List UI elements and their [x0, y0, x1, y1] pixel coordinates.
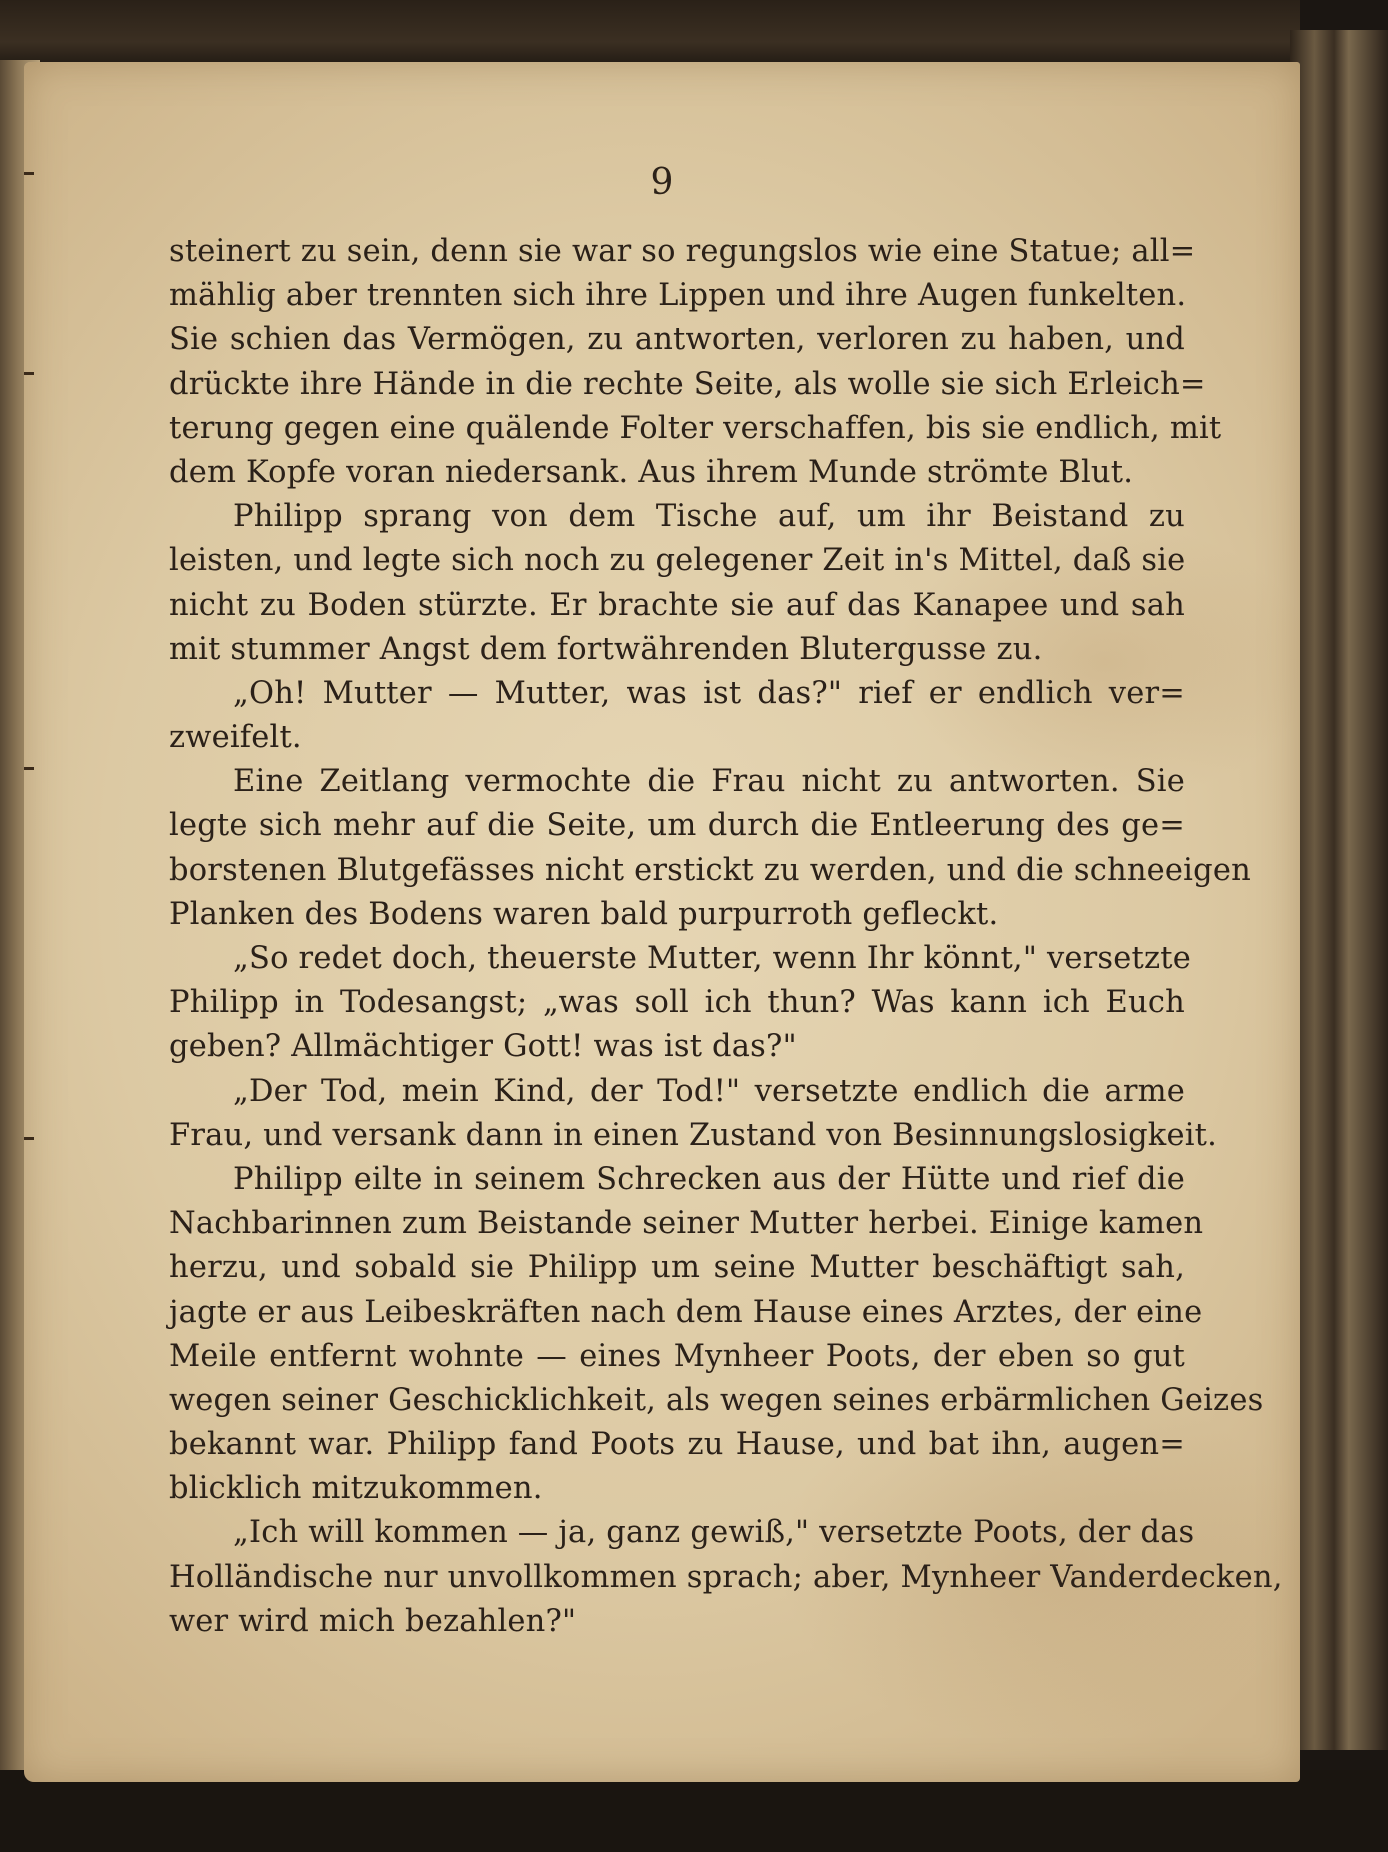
text-line: „Ich will kommen — ja, ganz gewiß," versetzte Poots, der das	[233, 1515, 1195, 1551]
binding-thread-mark	[24, 1137, 34, 1140]
body-text	[169, 230, 1283, 1644]
text-line: leisten, und legte sich noch zu gelegener Zeit in's Mittel, daß sie	[169, 543, 1186, 579]
text-line: herzu, und sobald sie Philipp um seine Mutter beschäftigt sah,	[169, 1250, 1185, 1286]
text-line: blicklich mitzukommen.	[169, 1471, 543, 1507]
text-line: Meile entfernt wohnte — eines Mynheer Poots, der eben so gut	[169, 1338, 1185, 1374]
binding-thread-mark	[24, 372, 34, 375]
text-line: Frau, und versank dann in einen Zustand von Besinnungslosigkeit.	[169, 1117, 1218, 1153]
text-line: dem Kopfe voran niedersank. Aus ihrem Munde strömte Blut.	[169, 454, 1134, 490]
text-line: terung gegen eine quälende Folter verschaffen, bis sie endlich, mit	[169, 410, 1222, 446]
book-cover-edge	[0, 0, 1300, 70]
text-line: Sie schien das Vermögen, zu antworten, verloren zu haben, und	[169, 322, 1185, 358]
text-line: Planken des Bodens waren bald purpurroth gefleckt.	[169, 896, 999, 932]
text-line: „Oh! Mutter — Mutter, was ist das?" rief er endlich ver=	[233, 675, 1185, 711]
text-line: wegen seiner Geschicklichkeit, als wegen seines erbärmlichen Geizes	[169, 1382, 1264, 1418]
text-line: Eine Zeitlang vermochte die Frau nicht zu antworten. Sie	[233, 764, 1185, 800]
text-line: bekannt war. Philipp fand Poots zu Hause, und bat ihn, augen=	[169, 1427, 1185, 1463]
text-line: drückte ihre Hände in die rechte Seite, als wolle sie sich Erleich=	[169, 366, 1206, 402]
text-line: wer wird mich bezahlen?"	[169, 1603, 577, 1639]
text-line: nicht zu Boden stürzte. Er brachte sie auf das Kanapee und sah	[169, 587, 1185, 623]
book-page	[24, 62, 1300, 1782]
text-line: Philipp in Todesangst; „was soll ich thun? Was kann ich Euch	[169, 985, 1185, 1021]
text-line: jagte er aus Leibeskräften nach dem Hause eines Arztes, der eine	[169, 1294, 1203, 1330]
text-line: Nachbarinnen zum Beistande seiner Mutter herbei. Einige kamen	[169, 1206, 1204, 1242]
text-line: legte sich mehr auf die Seite, um durch die Entleerung des ge=	[169, 808, 1185, 844]
text-line: zweifelt.	[169, 720, 302, 756]
text-line: Philipp eilte in seinem Schrecken aus der Hütte und rief die	[233, 1161, 1185, 1197]
text-line: Philipp sprang von dem Tische auf, um ihr Beistand zu	[233, 499, 1185, 535]
text-line: geben? Allmächtiger Gott! was ist das?"	[169, 1029, 797, 1065]
text-line: Holländische nur unvollkommen sprach; aber, Mynheer Vanderdecken,	[169, 1559, 1283, 1595]
binding-thread-mark	[24, 767, 34, 770]
text-line: mit stummer Angst dem fortwährenden Blutergusse zu.	[169, 631, 1043, 667]
text-line: „So redet doch, theuerste Mutter, wenn Ihr könnt," versetzte	[233, 941, 1191, 976]
text-line: „Der Tod, mein Kind, der Tod!" versetzte endlich die arme	[233, 1073, 1185, 1109]
background	[0, 1770, 1388, 1852]
text-line: borstenen Blutgefässes nicht erstickt zu werden, und die schneeigen	[169, 852, 1251, 888]
page-number: 9	[650, 162, 674, 203]
text-line: mählig aber trennten sich ihre Lippen und ihre Augen funkelten.	[169, 278, 1187, 314]
page-stack-edge	[1290, 30, 1388, 1750]
text-line: steinert zu sein, denn sie war so regungslos wie eine Statue; all=	[169, 234, 1196, 269]
